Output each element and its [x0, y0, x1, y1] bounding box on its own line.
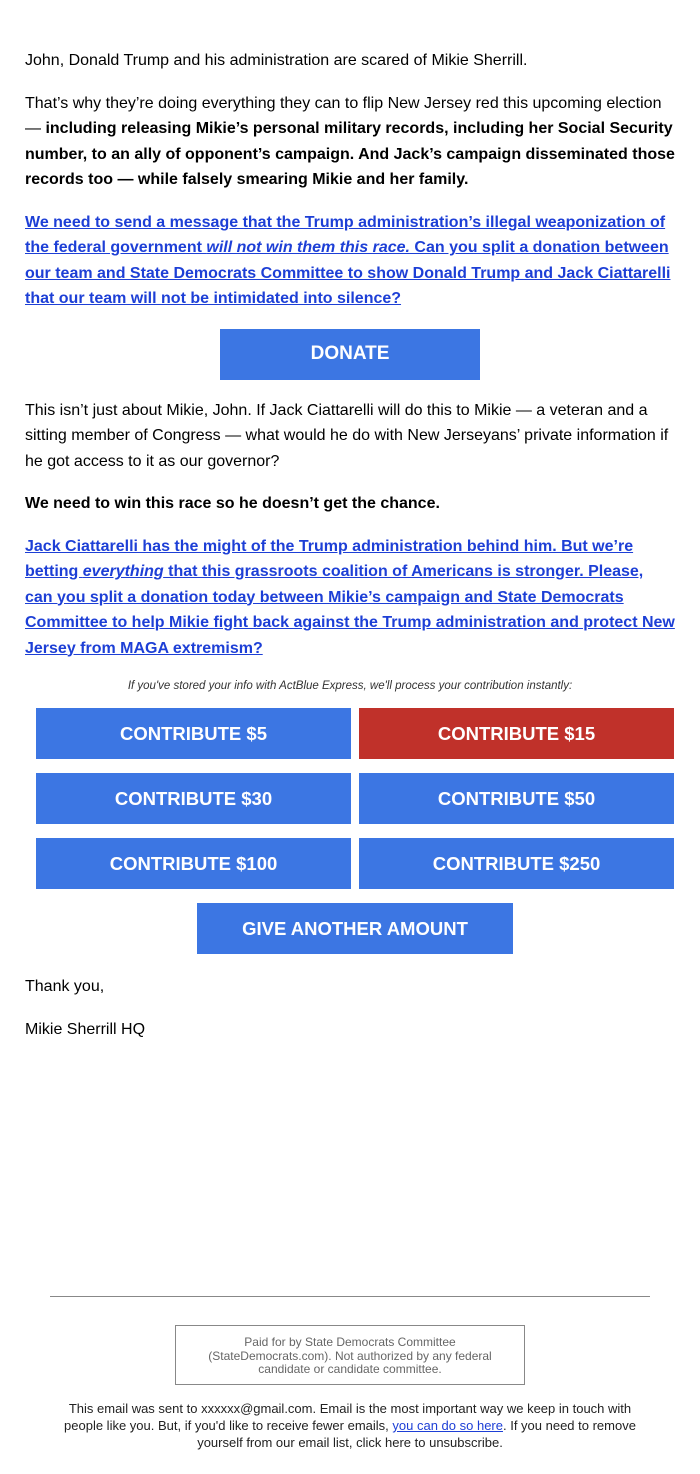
paragraph-records: [25, 91, 675, 193]
footer-divider: [50, 1296, 650, 1297]
contribute-30-button[interactable]: CONTRIBUTE $30: [36, 773, 351, 824]
cta-paragraph-1: [25, 210, 675, 312]
cta-link-2[interactable]: [25, 538, 675, 657]
contribute-50-button[interactable]: CONTRIBUTE $50: [359, 773, 674, 824]
paragraph-records-intro: That’s why they’re doing everything they can to flip New Jersey red this upcoming election —: [25, 94, 662, 137]
contribute-5-button[interactable]: CONTRIBUTE $5: [36, 708, 351, 759]
greeting-paragraph: John, Donald Trump and his administration are scared of Mikie Sherrill.: [25, 52, 528, 69]
contribute-15-button[interactable]: CONTRIBUTE $15: [359, 708, 674, 759]
actblue-express-note: If you've stored your info with ActBlue Express, we'll process your contribution instantly:: [127, 680, 573, 692]
cta-link-1[interactable]: [25, 214, 670, 308]
paid-for-disclaimer: Paid for by State Democrats Committee (StateDemocrats.com). Not authorized by any federal candidate or candidate committee.: [175, 1325, 525, 1385]
donate-button[interactable]: DONATE: [220, 329, 480, 380]
give-another-amount-button[interactable]: GIVE ANOTHER AMOUNT: [197, 903, 513, 954]
cta-link-2-part-b[interactable]: that this grassroots coalition of Americans is stronger. Please, can you split a donation today between Mikie’s campaign and State Democrats Committee to help Mikie fight back against the Trump administration and protect New Jersey from MAGA extremism?: [25, 563, 675, 657]
cta-link-1-part-b[interactable]: Can you split a donation between our team and State Democrats Committee to show Donald Trump and Jack Ciattarelli that our team will not be intimidated into silence?: [25, 239, 671, 307]
cta-link-1-part-a[interactable]: We need to send a message that the Trump administration’s illegal weaponization of the federal government: [25, 213, 666, 256]
signature-block: [25, 974, 675, 1042]
footer-notice: [50, 1400, 650, 1451]
paragraph-win-race: We need to win this race so he doesn’t get the chance.: [25, 495, 440, 512]
cta-link-2-part-a[interactable]: Jack Ciattarelli has the might of the Trump administration behind him. But we’re betting: [25, 537, 634, 580]
footer-sent-middle: . Email is the most important way we keep in touch with people like you. But, if you'd like to receive fewer emails,: [64, 1401, 632, 1433]
footer-sent-prefix: This email was sent to: [68, 1401, 202, 1416]
cta-paragraph-2: [25, 534, 675, 662]
cta-link-2-emphasis[interactable]: everything: [82, 563, 164, 580]
signature-text: Mikie Sherrill HQ: [25, 1020, 146, 1038]
recipient-email: xxxxxx@gmail.com: [201, 1401, 313, 1416]
paragraph-veteran: This isn’t just about Mikie, John. If Jack Ciattarelli will do this to Mikie — a veteran and a sitting member of Congress — what would he do with New Jerseyans’ private information if he got access to it as our governor?: [25, 401, 669, 470]
contribute-250-button[interactable]: CONTRIBUTE $250: [359, 838, 674, 889]
paragraph-records-bold: including releasing Mikie’s personal military records, including her Social Security number, to an ally of opponent’s campaign. And Jack’s campaign disseminated those records too — while falsely smearing Mikie and her family.: [25, 120, 675, 188]
closing-text: Thank you,: [25, 978, 105, 995]
footer-unsubscribe-text[interactable]: . If you need to remove yourself from our email list, click here to unsubscribe.: [197, 1418, 636, 1450]
fewer-emails-link[interactable]: you can do so here: [392, 1418, 503, 1433]
contribute-100-button[interactable]: CONTRIBUTE $100: [36, 838, 351, 889]
email-body: [25, 48, 675, 1059]
cta-link-1-emphasis[interactable]: will not win them this race.: [206, 239, 410, 256]
contribute-button-grid: [36, 708, 674, 889]
